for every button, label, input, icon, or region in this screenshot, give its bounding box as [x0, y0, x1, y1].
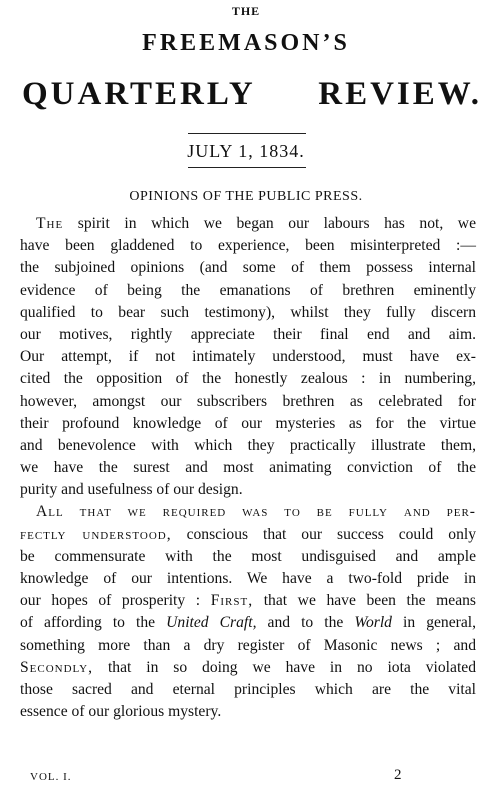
text-line: however, amongst our subscribers brethren as celebrated for	[20, 392, 476, 410]
footer-volume: VOL. I.	[30, 771, 72, 783]
text-line	[20, 213, 476, 235]
text-line: knowledge of our intentions. We have a two-fold pride in	[20, 570, 476, 587]
text-line: qualified to bear such testimony), whilst they fully discern	[20, 303, 476, 321]
text-run: our hopes of prosperity :	[20, 592, 201, 610]
masthead-name: FREEMASON’S	[142, 30, 350, 56]
article-body	[20, 213, 476, 723]
rule-top	[188, 133, 306, 134]
text-line: evidence of being the emanations of brethren eminently	[20, 281, 476, 299]
text-line: our motives, rightly appreciate their final end and aim.	[20, 325, 476, 343]
text-run: of affording to the	[20, 614, 156, 632]
text-small-caps: All that we required was to be fully and per-	[36, 503, 476, 521]
section-heading: OPINIONS OF THE PUBLIC PRESS.	[129, 189, 363, 204]
text-line	[20, 657, 476, 679]
rule-bottom	[188, 167, 306, 168]
text-run: and to the	[256, 614, 355, 632]
issue-date: JULY 1, 1834.	[187, 141, 305, 161]
masthead-the: THE	[231, 4, 261, 18]
text-line: cited the opposition of the honestly zealous : in numbering,	[20, 370, 476, 388]
text-run: spirit in which we began our labours has not, we	[63, 215, 476, 232]
footer-page-number: 2	[394, 767, 402, 783]
text-line: we have the surest and most animating conviction of the	[20, 459, 476, 477]
text-line	[20, 501, 476, 523]
text-line: the subjoined opinions (and some of them possess internal	[20, 259, 476, 277]
text-line: essence of our glorious mystery.	[20, 703, 222, 721]
text-small-caps: fectly understood,	[20, 525, 172, 543]
text-run: conscious that our success could only	[171, 525, 476, 543]
text-line: purity and usefulness of our design.	[20, 481, 243, 499]
text-line: and benevolence with which they practically illustrate them,	[20, 436, 476, 454]
text-italic: United Craft,	[166, 614, 257, 632]
text-line: those sacred and eternal principles which are the vital	[20, 680, 476, 698]
masthead-title-word-2: REVIEW.	[318, 76, 482, 112]
text-small-caps: First,	[210, 592, 254, 610]
text-run: that we have been the means	[253, 592, 476, 610]
text-line: Our attempt, if not intimately understood, must have ex-	[20, 348, 476, 366]
text-run: that in so doing we have in no iota violated	[107, 658, 476, 676]
text-line: be commensurate with the most undisguised and ample	[20, 547, 476, 565]
text-small-caps: The	[36, 215, 64, 232]
masthead-title	[22, 76, 482, 113]
text-line	[20, 590, 476, 612]
text-line: have been gladdened to experience, been misinterpreted :—	[20, 237, 476, 255]
text-line	[20, 612, 476, 634]
text-italic: World	[354, 614, 392, 632]
text-line: their profound knowledge of our mysteries as for the virtue	[20, 414, 476, 432]
text-line	[20, 524, 476, 546]
text-run: in general,	[391, 614, 476, 632]
masthead-title-word-1: QUARTERLY	[22, 76, 256, 112]
text-small-caps: Secondly,	[20, 658, 94, 676]
text-line: something more than a dry register of Masonic news ; and	[20, 636, 476, 654]
